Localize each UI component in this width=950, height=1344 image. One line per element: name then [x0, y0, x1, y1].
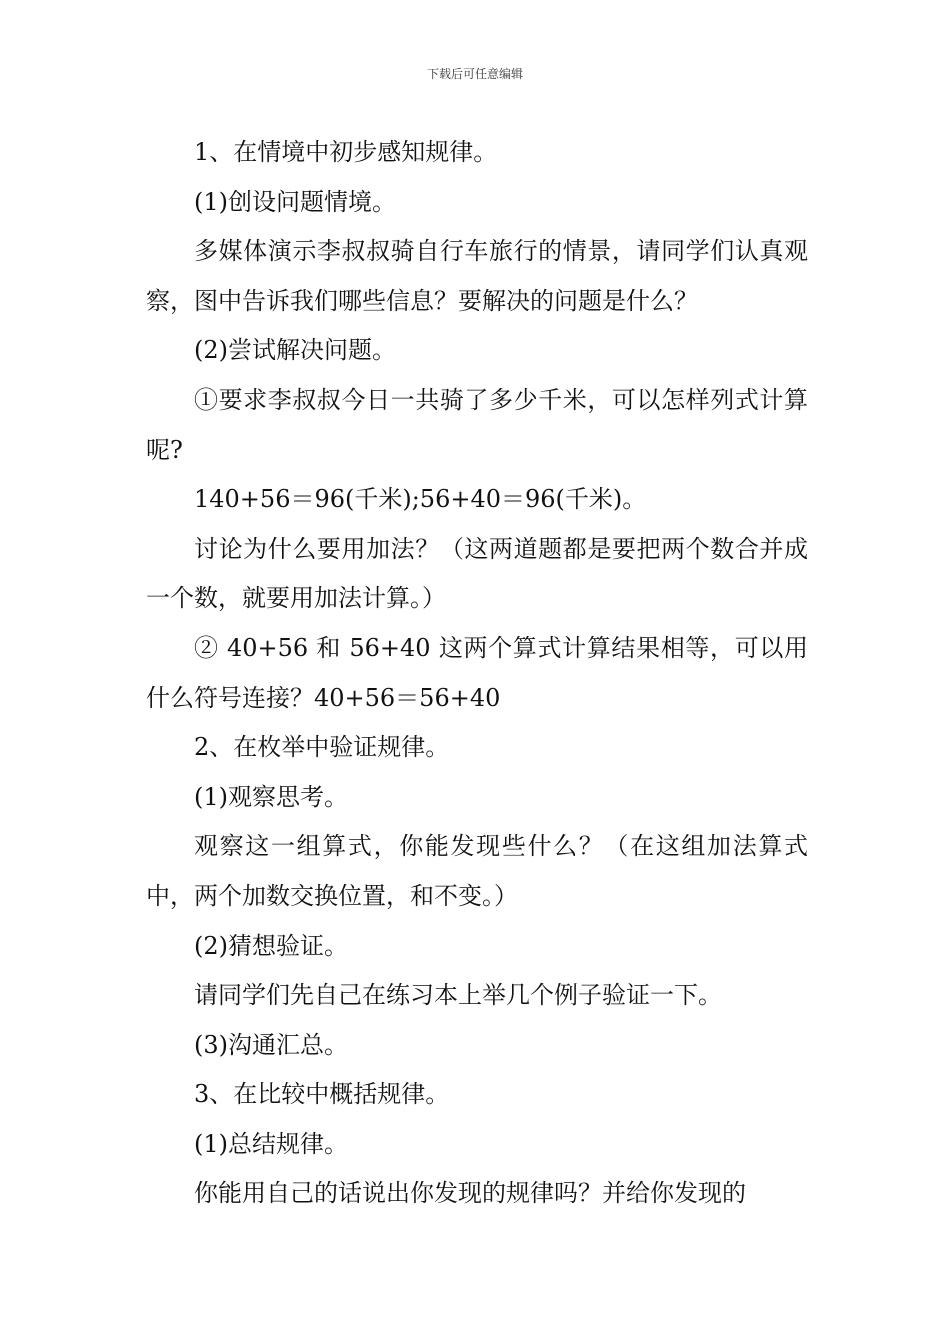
paragraph-section-1-heading: 1、在情境中初步感知规律。 [194, 138, 498, 166]
paragraph: 请同学们先自己在练习本上举几个例子验证一下。 [194, 981, 722, 1010]
paragraph-subheading: (2)猜想验证。 [194, 931, 348, 960]
document-body [146, 128, 808, 1219]
paragraph-section-2-heading: 2、在枚举中验证规律。 [194, 733, 450, 762]
paragraph-equation: 140+56＝96(千米);56+40＝96(千米)。 [194, 485, 647, 514]
paragraph: 多媒体演示李叔叔骑自行车旅行的情景，请同学们认真观察，图中告诉我们哪些信息？要解决的问题是什么？ [146, 237, 808, 315]
paragraph: 观察这一组算式，你能发现些什么？（在这组加法算式中，两个加数交换位置，和不变。） [146, 832, 808, 910]
paragraph-subheading: (1)观察思考。 [194, 782, 348, 811]
paragraph-subheading: (1)总结规律。 [194, 1129, 348, 1158]
paragraph: ①要求李叔叔今日一共骑了多少千米，可以怎样列式计算呢? [146, 385, 808, 464]
paragraph-section-3-heading: 3、在比较中概括规律。 [194, 1080, 450, 1109]
paragraph-subheading: (1)创设问题情境。 [194, 187, 396, 216]
paragraph-subheading: (3)沟通汇总。 [194, 1030, 348, 1059]
paragraph-subheading: (2)尝试解决问题。 [194, 336, 396, 365]
page-header: 下载后可任意编辑 [426, 67, 523, 81]
paragraph: 讨论为什么要用加法？（这两道题都是要把两个数合并成一个数，就要用加法计算。） [146, 534, 808, 613]
paragraph: ② 40+56 和 56+40 这两个算式计算结果相等，可以用什么符号连接？40+56＝56+40 [146, 633, 808, 712]
paragraph: 你能用自己的话说出你发现的规律吗？并给你发现的 [194, 1179, 746, 1208]
